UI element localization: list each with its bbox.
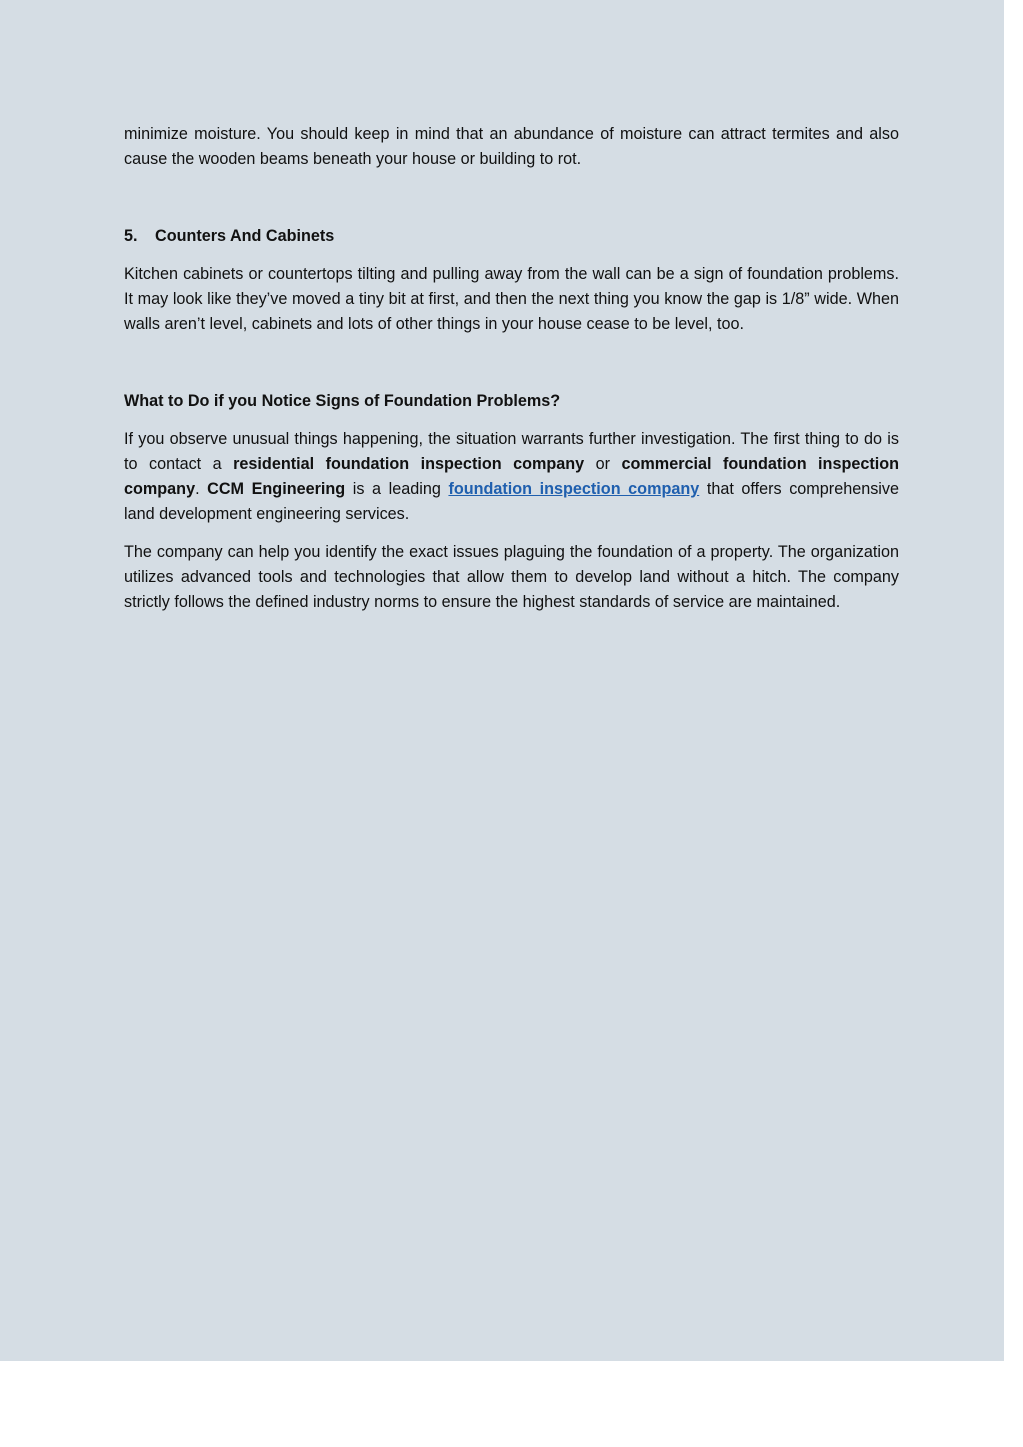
commercial-company-term: commercial foundation inspection company	[124, 455, 900, 498]
section-5-number: 5.	[124, 227, 138, 245]
right-margin	[1004, 0, 1023, 1361]
contact-text-leading: is a leading	[345, 480, 449, 498]
company-paragraph: The company can help you identify the exact issues plaguing the foundation of a property. The organization utilizes advanced tools and technologies that allow them to develop land without a hitch. The company strictly follows the defined industry norms to ensure the highest standards of service are maintained.	[124, 543, 899, 611]
section-5-body: Kitchen cabinets or countertops tilting and pulling away from the wall can be a sign of foundation problems. It may look like they’ve moved a tiny bit at first, and then the next thing you know the gap is 1/8” wide. When walls aren’t level, cabinets and lots of other things in your house cease to be level, too.	[124, 265, 899, 333]
contact-paragraph	[124, 427, 899, 527]
foundation-inspection-link[interactable]: foundation inspection company	[448, 480, 700, 498]
contact-text-1: If you observe unusual things happening, the situation warrants further investigation. The first thing to do is to contact a	[124, 430, 899, 473]
section-5-title: Counters And Cabinets	[155, 227, 335, 245]
residential-company-term: residential foundation inspection company	[233, 455, 585, 473]
document-content	[124, 122, 899, 615]
section-5-heading	[124, 224, 899, 249]
moisture-paragraph: minimize moisture. You should keep in mind that an abundance of moisture can attract termites and also cause the wooden beams beneath your house or building to rot.	[124, 125, 899, 168]
contact-text-or: or	[584, 455, 622, 473]
ccm-engineering-name: CCM Engineering	[207, 480, 346, 498]
contact-text-dot: .	[195, 480, 208, 498]
contact-text-end: that offers comprehensive land development engineering services.	[124, 480, 899, 523]
what-to-do-heading: What to Do if you Notice Signs of Foundation Problems?	[124, 392, 561, 410]
bottom-margin	[0, 1361, 1023, 1447]
